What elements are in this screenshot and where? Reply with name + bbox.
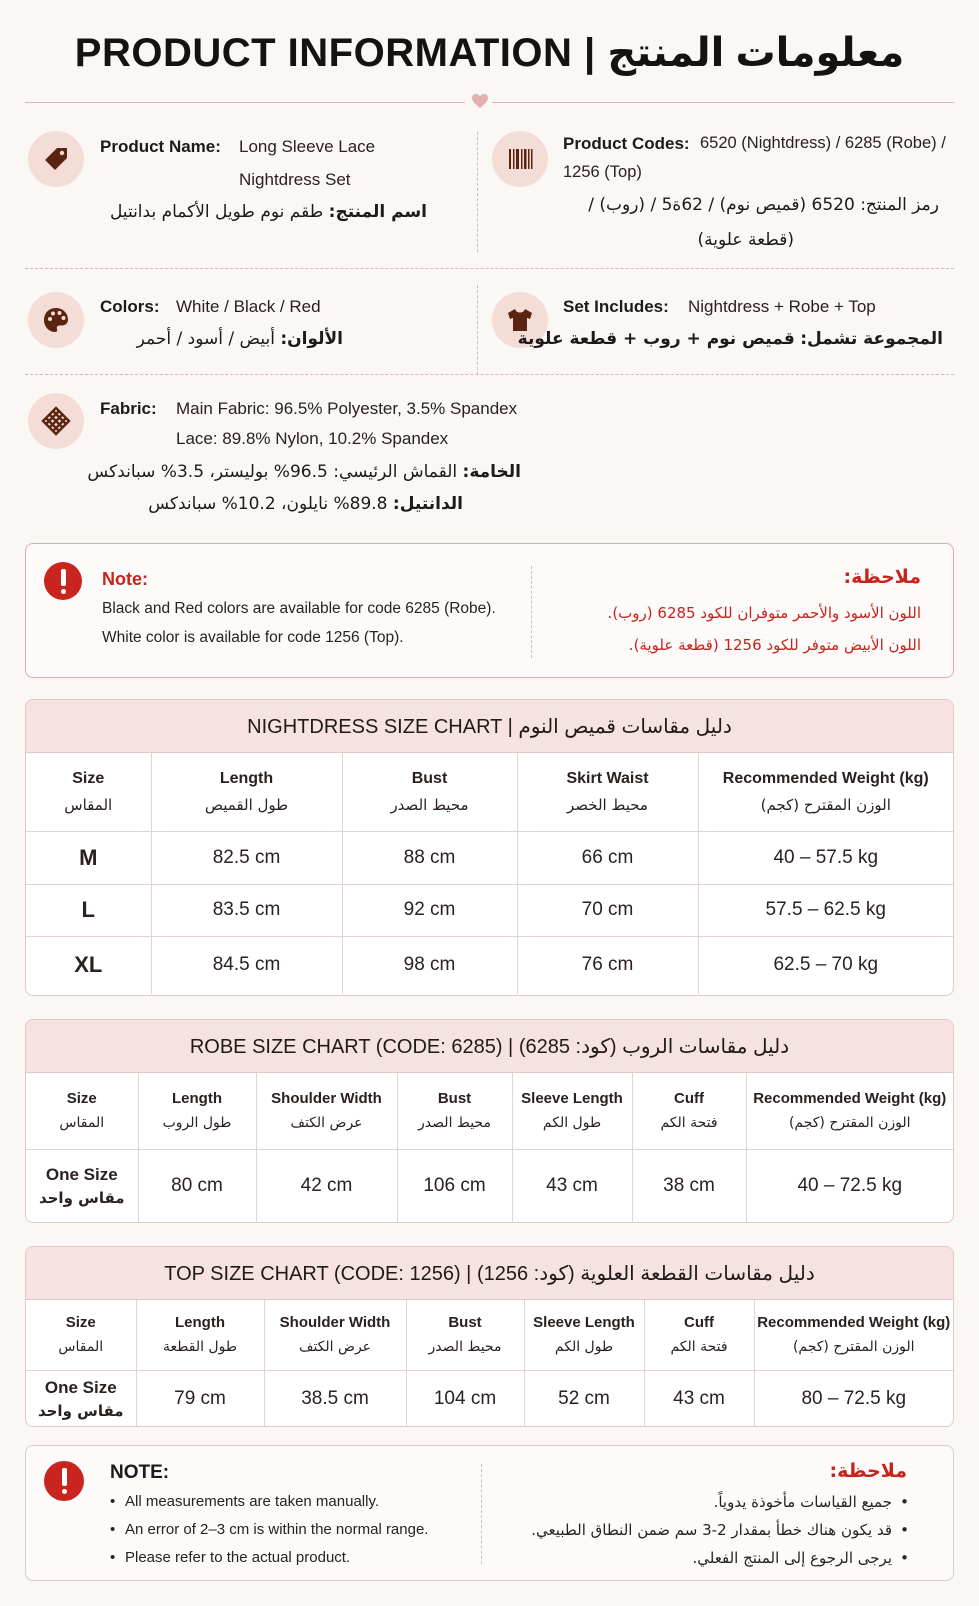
top-size-chart bbox=[25, 1246, 954, 1427]
row-divider-1 bbox=[25, 268, 954, 269]
list-item: • Please refer to the actual product. bbox=[110, 1544, 428, 1572]
row-divider-2 bbox=[25, 374, 954, 375]
table-row bbox=[26, 1149, 953, 1222]
table-cell: 70 cm bbox=[517, 884, 698, 936]
product-codes-value-1: 6520 (Nightdress) / 6285 (Robe) / bbox=[700, 134, 946, 152]
header-cell: Cuff فتحة الكم bbox=[644, 1300, 754, 1370]
size-cell: One Size مقاس واحد bbox=[26, 1149, 138, 1222]
palette-icon bbox=[28, 292, 84, 348]
table-cell: 106 cm bbox=[397, 1149, 512, 1222]
header-cell: Recommended Weight (kg) الوزن المقترح (كجم) bbox=[746, 1073, 953, 1149]
header-cell: Recommended Weight (kg) الوزن المقترح (كجم) bbox=[698, 753, 953, 831]
size-cell: L bbox=[26, 884, 151, 936]
note-title-arabic: ملاحظة: bbox=[829, 1460, 907, 1482]
table-cell: 98 cm bbox=[342, 936, 517, 994]
note-line-arabic: اللون الأبيض متوفر للكود 1256 (قطعة علوية). bbox=[628, 636, 921, 654]
top-table bbox=[26, 1300, 953, 1427]
fabric-arabic-2: الدانتيل: 89.8% نايلون، 10.2% سباندكس bbox=[148, 494, 463, 514]
heart-icon bbox=[471, 93, 489, 109]
table-cell: 80 – 72.5 kg bbox=[801, 1387, 907, 1409]
table-cell: 104 cm bbox=[406, 1370, 524, 1427]
note-divider bbox=[531, 566, 532, 658]
robe-size-chart bbox=[25, 1019, 954, 1223]
note-line: White color is available for code 1256 (Top). bbox=[102, 629, 404, 646]
robe-chart-title: ROBE SIZE CHART (CODE: 6285) | دليل مقاسات الروب (كود: 6285) bbox=[26, 1020, 953, 1073]
header-cell: Length طول الروب bbox=[138, 1073, 256, 1149]
top-chart-title: TOP SIZE CHART (CODE: 1256) | دليل مقاسات القطعة العلوية (كود: 1256) bbox=[26, 1247, 953, 1300]
note-title: NOTE: bbox=[110, 1462, 170, 1483]
table-cell: 66 cm bbox=[517, 831, 698, 884]
table-cell: 80 cm bbox=[138, 1149, 256, 1222]
set-includes-arabic: المجموعة تشمل: قميص نوم + روب + قطعة علوية bbox=[517, 329, 943, 349]
table-cell: 88 cm bbox=[342, 831, 517, 884]
header-cell: Shoulder Width عرض الكتف bbox=[264, 1300, 406, 1370]
header-cell: Skirt Waist محيط الخصر bbox=[517, 753, 698, 831]
table-header-row bbox=[26, 1073, 953, 1149]
header-cell: Shoulder Width عرض الكتف bbox=[256, 1073, 397, 1149]
table-cell: 42 cm bbox=[256, 1149, 397, 1222]
table-cell: 57.5 – 62.5 kg bbox=[698, 884, 953, 936]
colors-value: White / Black / Red bbox=[176, 297, 321, 316]
product-codes-arabic-2: (قطعة علوية) bbox=[697, 230, 794, 250]
note-title-arabic: ملاحظة: bbox=[843, 566, 921, 588]
availability-note bbox=[25, 543, 954, 678]
product-codes-arabic-1: رمز المنتج: 6520 (قميص نوم) / 62ة5 / (روب) / bbox=[588, 195, 939, 215]
fabric-value-2: Lace: 89.8% Nylon, 10.2% Spandex bbox=[176, 429, 449, 448]
table-row bbox=[26, 1370, 953, 1427]
page-title: PRODUCT INFORMATION | معلومات المنتج bbox=[74, 31, 905, 75]
list-item: • All measurements are taken manually. bbox=[110, 1488, 428, 1516]
header-cell: Size المقاس bbox=[26, 1300, 136, 1370]
column-divider bbox=[477, 285, 478, 375]
table-cell: 40 – 72.5 kg bbox=[797, 1174, 903, 1196]
list-item: • جميع القياسات مأخوذة يدوياً. bbox=[531, 1488, 909, 1516]
note-line: Black and Red colors are available for code 6285 (Robe). bbox=[102, 600, 496, 617]
set-includes-value: Nightdress + Robe + Top bbox=[688, 297, 876, 316]
table-cell: 92 cm bbox=[342, 884, 517, 936]
list-item: • قد يكون هناك خطأ بمقدار 2-3 سم ضمن النطاق الطبيعي. bbox=[531, 1516, 909, 1544]
table-cell: 43 cm bbox=[512, 1149, 632, 1222]
product-name-label: Product Name: bbox=[100, 137, 221, 156]
size-cell: M bbox=[26, 831, 151, 884]
warning-icon bbox=[44, 562, 82, 600]
warning-icon bbox=[44, 1461, 84, 1501]
header-cell: Size المقاس bbox=[26, 753, 151, 831]
colors-label: Colors: bbox=[100, 297, 160, 316]
header-cell: Length طول القميص bbox=[151, 753, 342, 831]
table-cell: 40 – 57.5 kg bbox=[698, 831, 953, 884]
title-divider-right bbox=[492, 102, 954, 103]
table-cell: 52 cm bbox=[524, 1370, 644, 1427]
header-cell: Bust محيط الصدر bbox=[342, 753, 517, 831]
table-cell: 76 cm bbox=[517, 936, 698, 994]
barcode-icon bbox=[492, 131, 548, 187]
size-cell: One Size مقاس واحد bbox=[26, 1370, 136, 1427]
product-codes-value-2: 1256 (Top) bbox=[563, 163, 642, 181]
nightdress-size-chart bbox=[25, 699, 954, 996]
fabric-value-1: Main Fabric: 96.5% Polyester, 3.5% Spandex bbox=[176, 399, 518, 418]
title-divider-left bbox=[25, 102, 465, 103]
table-cell: 38 cm bbox=[632, 1149, 746, 1222]
table-row bbox=[26, 936, 953, 994]
size-cell: XL bbox=[26, 936, 151, 994]
table-cell: 38.5 cm bbox=[264, 1370, 406, 1427]
colors-arabic: الألوان: أبيض / أسود / أحمر bbox=[136, 329, 343, 349]
header-cell: Sleeve Length طول الكم bbox=[512, 1073, 632, 1149]
robe-table bbox=[26, 1073, 953, 1222]
product-name-arabic: اسم المنتج: طقم نوم طويل الأكمام بدانتيل bbox=[109, 202, 427, 222]
header-cell: Bust محيط الصدر bbox=[406, 1300, 524, 1370]
fabric-arabic-1: الخامة: القماش الرئيسي: 96.5% بوليستر، 3.5% سباندكس bbox=[87, 462, 521, 482]
fabric-icon bbox=[28, 393, 84, 449]
table-cell: 79 cm bbox=[136, 1370, 264, 1427]
column-divider bbox=[477, 132, 478, 252]
product-name-value-1: Long Sleeve Lace bbox=[239, 137, 376, 156]
table-cell: 43 cm bbox=[644, 1370, 754, 1427]
header-cell: Cuff فتحة الكم bbox=[632, 1073, 746, 1149]
header-cell: Recommended Weight (kg) الوزن المقترح (كجم) bbox=[754, 1300, 953, 1370]
header-cell: Size المقاس bbox=[26, 1073, 138, 1149]
table-cell: 83.5 cm bbox=[151, 884, 342, 936]
set-includes-label: Set Includes: bbox=[563, 297, 669, 316]
measurement-note bbox=[25, 1445, 954, 1581]
table-row bbox=[26, 884, 953, 936]
list-item: • يرجى الرجوع إلى المنتج الفعلي. bbox=[531, 1544, 909, 1572]
nightdress-chart-title: NIGHTDRESS SIZE CHART | دليل مقاسات قميص النوم bbox=[26, 700, 953, 753]
tag-icon bbox=[28, 131, 84, 187]
note-list-arabic bbox=[531, 1488, 909, 1572]
table-row bbox=[26, 831, 953, 884]
table-cell: 84.5 cm bbox=[151, 936, 342, 994]
table-cell: 82.5 cm bbox=[151, 831, 342, 884]
fabric-label: Fabric: bbox=[100, 399, 157, 418]
header-cell: Sleeve Length طول الكم bbox=[524, 1300, 644, 1370]
table-header-row bbox=[26, 753, 953, 831]
table-header-row bbox=[26, 1300, 953, 1370]
note-title: Note: bbox=[102, 569, 148, 589]
list-item: • An error of 2–3 cm is within the normal range. bbox=[110, 1516, 428, 1544]
product-codes-label: Product Codes: bbox=[563, 134, 690, 153]
product-name-value-2: Nightdress Set bbox=[239, 170, 351, 189]
nightdress-table bbox=[26, 753, 953, 994]
note-line-arabic: اللون الأسود والأحمر متوفران للكود 6285 (روب). bbox=[607, 604, 921, 622]
header-cell: Bust محيط الصدر bbox=[397, 1073, 512, 1149]
table-cell: 62.5 – 70 kg bbox=[773, 954, 879, 976]
header-cell: Length طول القطعة bbox=[136, 1300, 264, 1370]
note-divider bbox=[481, 1464, 482, 1564]
note-list bbox=[110, 1488, 428, 1572]
